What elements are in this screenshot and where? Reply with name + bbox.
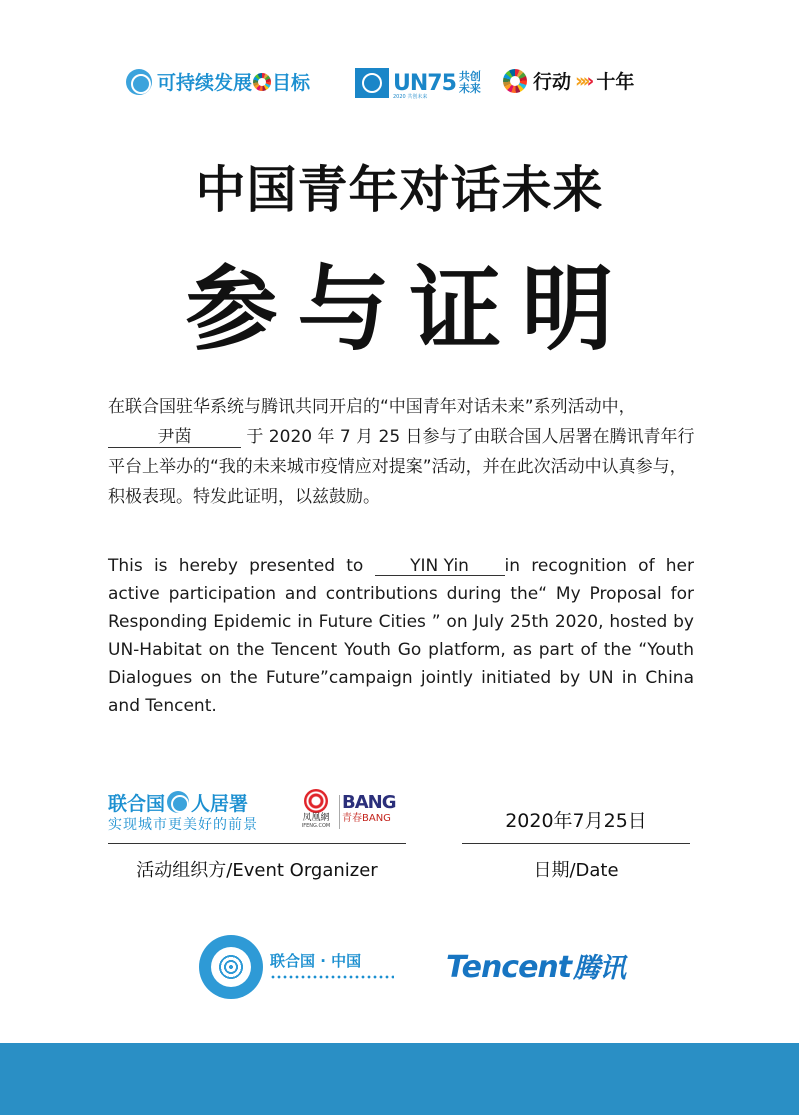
organizer-signature-line xyxy=(108,843,406,844)
qingchunbang-logo xyxy=(342,793,406,833)
decade-left: 行动 xyxy=(533,71,572,93)
un75-sub xyxy=(459,71,481,95)
en-text-part2: in recognition of her active participation and contributions during the“ My Proposal for Responding Epidemic in Future Cities ” on July 25th 2020, hosted by UN-Habitat on the Tencent Youth Go platform, as part of the “Youth Dialogues on the Future”campaign jointly initiated by UN in China and Tencent. xyxy=(108,556,694,716)
un75-text: UN75 xyxy=(393,70,456,96)
sdg-logo xyxy=(126,68,310,95)
un75-sub-line1: 共创 xyxy=(458,70,481,83)
habitat-tagline: 实现城市更美好的前景 xyxy=(108,817,258,833)
qcbang-name: 青春BANG xyxy=(342,813,391,824)
cn-recipient-name: 尹茵 xyxy=(108,427,241,448)
organizer-logos xyxy=(108,787,408,837)
date-label: 日期/Date xyxy=(533,860,619,881)
un-globe-icon xyxy=(126,69,152,95)
un-habitat-logo xyxy=(108,789,248,816)
un-globe-icon xyxy=(167,791,189,813)
ifeng-logo xyxy=(296,789,336,833)
en-text-part1: This is hereby presented to xyxy=(108,556,364,576)
decade-right: 十年 xyxy=(596,71,635,93)
tencent-cn: 腾讯 xyxy=(573,953,626,984)
ifeng-name: 凤凰網 xyxy=(302,813,330,823)
un-china-label: 联合国 · 中国 xyxy=(270,952,362,970)
cn-text-part1: 在联合国驻华系统与腾讯共同开启的“中国青年对话未来”系列活动中， xyxy=(108,397,636,417)
sdg-prefix: 可持续发展 xyxy=(157,72,253,94)
qcbang-mark: BANG xyxy=(342,792,396,813)
date-signature-line xyxy=(462,843,690,844)
un-emblem-icon xyxy=(199,935,263,999)
sdg-suffix: 目标 xyxy=(272,72,311,94)
logo-divider xyxy=(339,795,340,829)
header-logos xyxy=(0,66,799,102)
un75-year: 2020 共创未来 xyxy=(393,94,428,100)
ifeng-url: IFENG.COM xyxy=(301,823,331,829)
english-statement xyxy=(108,552,694,720)
event-date: 2020年7月25日 xyxy=(505,810,647,832)
ifeng-icon xyxy=(304,789,328,813)
sdg-wheel-icon xyxy=(503,69,527,93)
sdg-wheel-icon xyxy=(253,73,271,91)
certificate-title: 中国青年对话未来 xyxy=(195,161,604,219)
certificate-subtitle: 参与证明 xyxy=(185,256,634,363)
chinese-statement xyxy=(108,392,698,512)
organizer-label: 活动组织方/Event Organizer xyxy=(136,860,378,881)
un-emblem-icon xyxy=(355,68,389,98)
dotted-underline xyxy=(270,975,394,979)
bottom-color-bar xyxy=(0,1043,799,1115)
chevrons-icon: ›››› xyxy=(575,69,591,92)
decade-of-action-logo xyxy=(502,67,634,94)
tencent-en: Tencent xyxy=(446,950,572,985)
un75-sub-line2: 未来 xyxy=(458,82,481,95)
habitat-left: 联合国 xyxy=(108,793,166,815)
en-recipient-name: YIN Yin xyxy=(375,557,505,576)
un75-logo xyxy=(355,66,481,100)
cn-text-part2: 于 2020 年 7 月 25 日参与了由联合国人居署在腾讯青年行平台上举办的“我的未来城市疫情应对提案”活动，并在此次活动中认真参与，积极表现。特发此证明，以兹鼓励。 xyxy=(108,427,695,507)
habitat-right: 人居署 xyxy=(191,793,249,815)
tencent-logo xyxy=(446,946,625,985)
